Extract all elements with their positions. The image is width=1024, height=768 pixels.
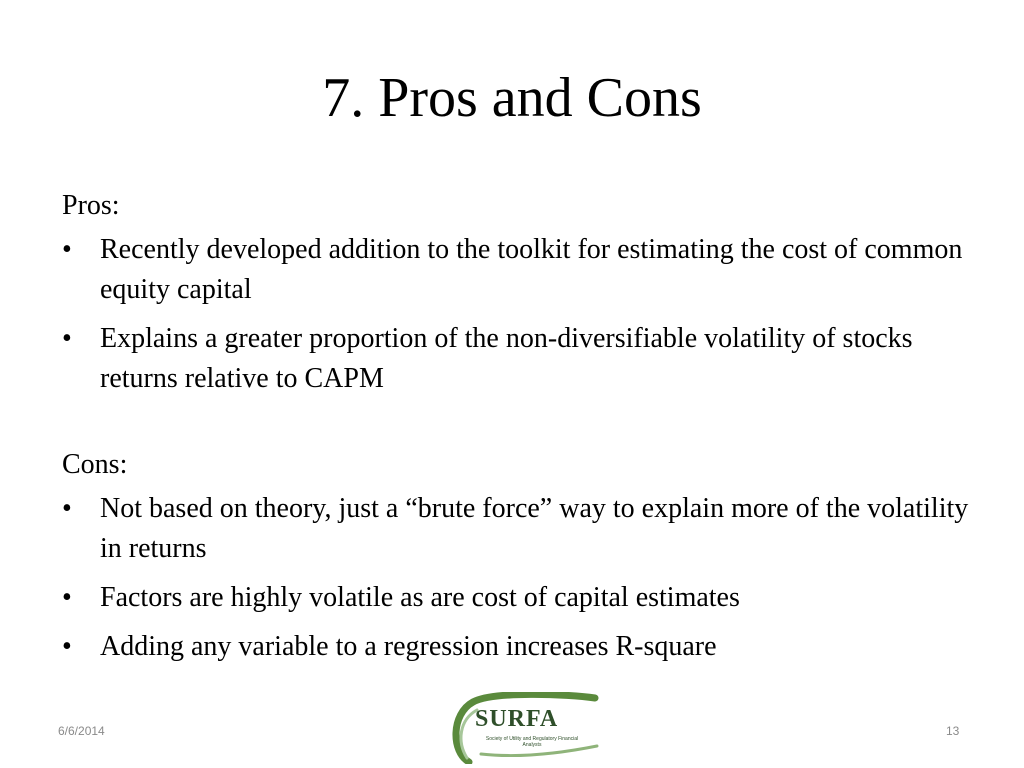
logo-subtext: Society of Utility and Regulatory Financial Analysts xyxy=(485,736,579,748)
cons-item-text: Factors are highly volatile as are cost of capital estimates xyxy=(100,582,740,613)
cons-item-text: Not based on theory, just a “brute force” way to explain more of the volatility in returns xyxy=(100,493,969,564)
cons-item xyxy=(62,489,972,569)
cons-list xyxy=(62,489,972,667)
page-number: 13 xyxy=(946,724,960,738)
slide-title: 7. Pros and Cons xyxy=(322,67,702,129)
pros-item-text: Recently developed addition to the toolkit for estimating the cost of common equity capital xyxy=(100,234,963,305)
cons-item xyxy=(62,627,972,667)
bullet-icon: • xyxy=(62,323,72,354)
cons-item xyxy=(62,578,972,618)
cons-item-text: Adding any variable to a regression increases R-square xyxy=(100,631,717,662)
pros-heading: Pros: xyxy=(62,190,120,221)
bullet-icon: • xyxy=(62,234,72,265)
pros-list xyxy=(62,230,972,399)
section-spacer xyxy=(62,408,972,445)
bullet-icon: • xyxy=(62,582,72,613)
cons-heading: Cons: xyxy=(62,449,128,480)
bullet-icon: • xyxy=(62,631,72,662)
surfa-logo xyxy=(447,692,603,764)
pros-item xyxy=(62,319,972,399)
pros-item xyxy=(62,230,972,310)
logo-text: SURFA xyxy=(475,706,559,732)
bullet-icon: • xyxy=(62,493,72,524)
footer-date: 6/6/2014 xyxy=(58,724,105,738)
slide-body xyxy=(62,186,972,676)
pros-item-text: Explains a greater proportion of the non-diversifiable volatility of stocks returns relative to CAPM xyxy=(100,323,913,394)
